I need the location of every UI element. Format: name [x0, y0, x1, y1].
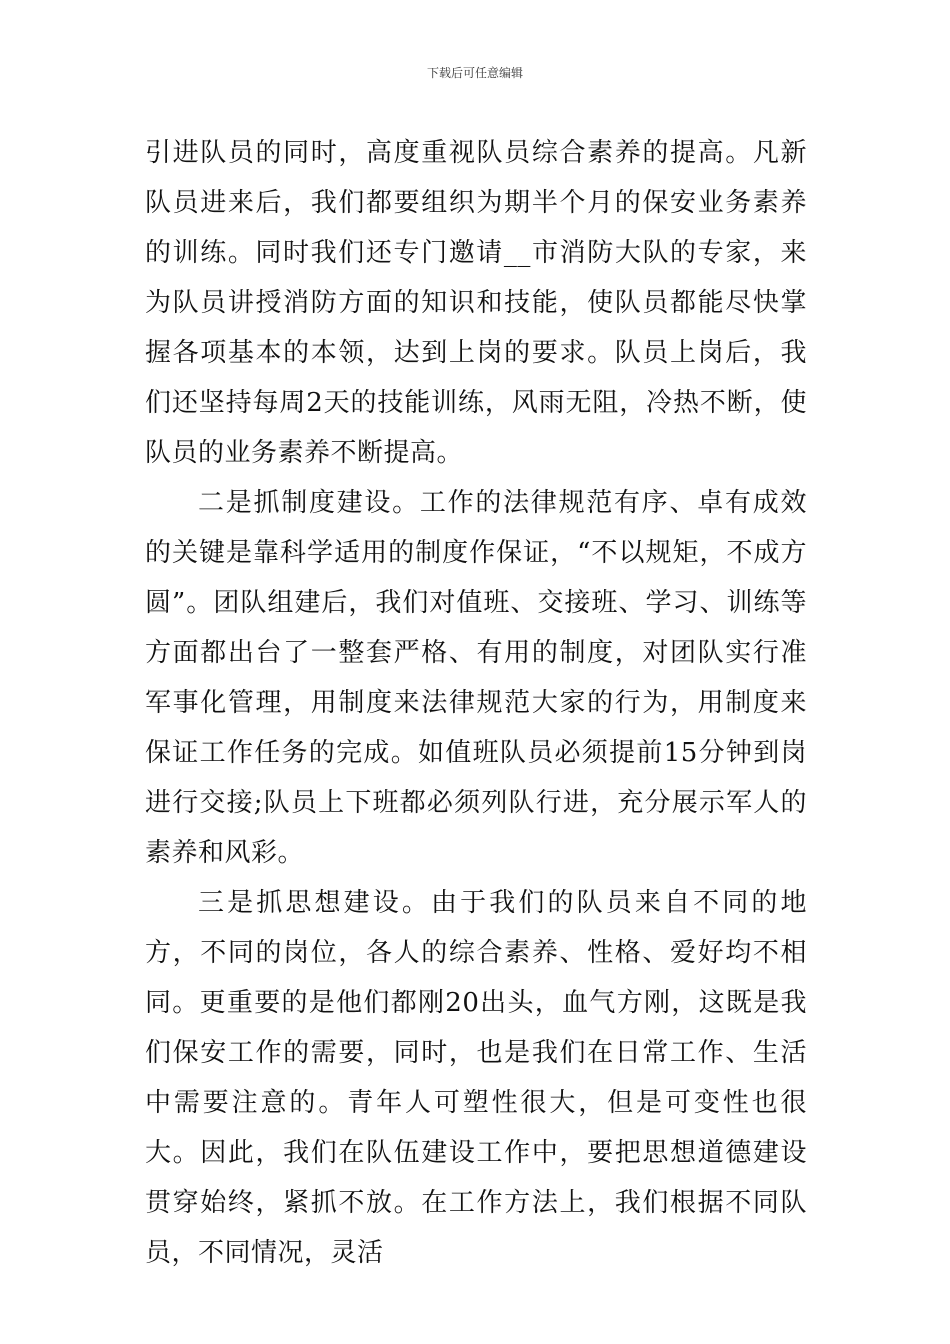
- paragraph-training: 引进队员的同时，高度重视队员综合素养的提高。凡新队员进来后，我们都要组织为期半个月的保安业务素养的训练。同时我们还专门邀请__市消防大队的专家，来为队员讲授消防方面的知识和技能，使队员都能尽快掌握各项基本的本领，达到上岗的要求。队员上岗后，我们还坚持每周2天的技能训练，风雨无阻，冷热不断，使队员的业务素养不断提高。: [145, 138, 807, 468]
- paragraph-system-building: 二是抓制度建设。工作的法律规范有序、卓有成效的关键是靠科学适用的制度作保证，“不以规矩，不成方圆”。团队组建后，我们对值班、交接班、学习、训练等方面都出台了一整套严格、有用的制度，对团队实行准军事化管理，用制度来法律规范大家的行为，用制度来保证工作任务的完成。如值班队员必须提前15分钟到岗进行交接;队员上下班都必须列队行进，充分展示军人的素养和风彩。: [145, 488, 807, 868]
- document-body: [145, 128, 807, 1278]
- paragraph-ideology-building: 三是抓思想建设。由于我们的队员来自不同的地方，不同的岗位，各人的综合素养、性格、爱好均不相同。更重要的是他们都刚20出头，血气方刚，这既是我们保安工作的需要，同时，也是我们在日常工作、生活中需要注意的。青年人可塑性很大，但是可变性也很大。因此，我们在队伍建设工作中，要把思想道德建设贯穿始终，紧抓不放。在工作方法上，我们根据不同队员，不同情况，灵活: [145, 888, 807, 1268]
- page-header-note: 下载后可任意编辑: [426, 66, 523, 80]
